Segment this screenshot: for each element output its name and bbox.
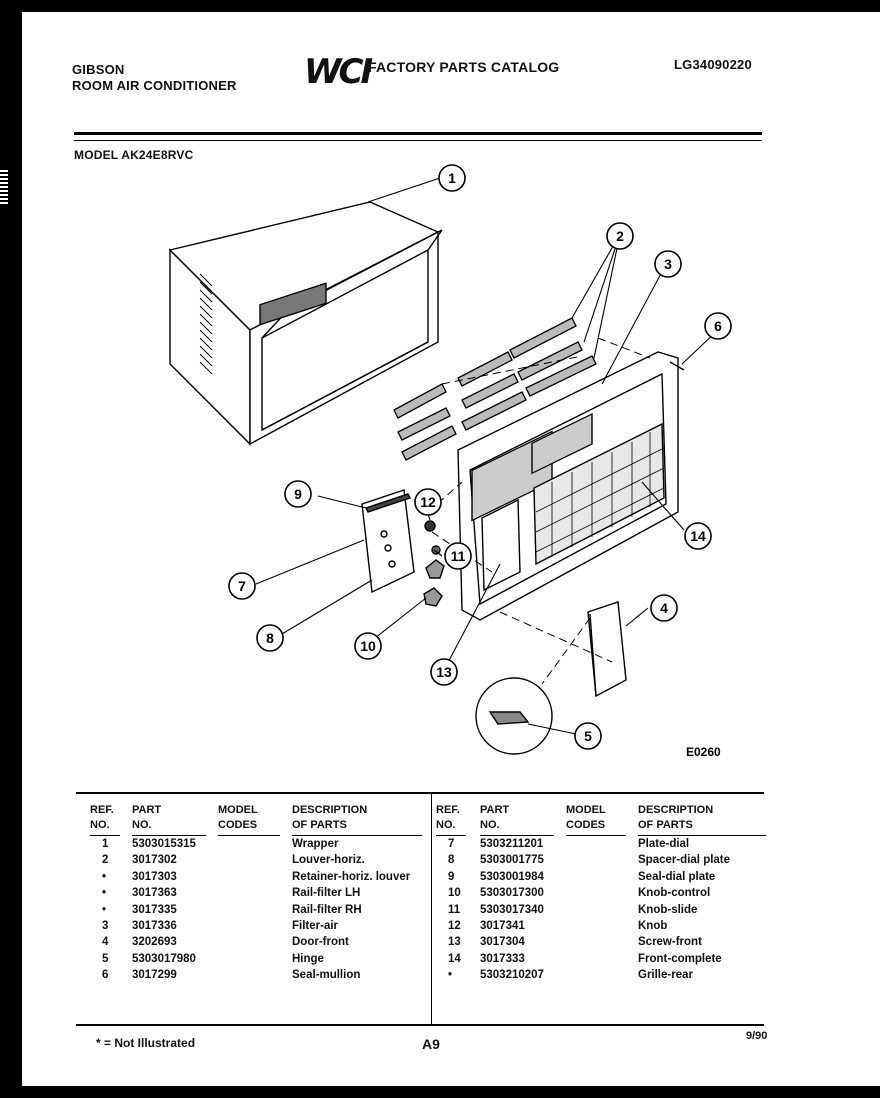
table-row: [434, 969, 784, 985]
parts-rows-left: [76, 838, 426, 986]
svg-text:1: 1: [448, 170, 456, 186]
description-cell: Door-front: [292, 936, 349, 949]
callout-14: [685, 523, 711, 549]
ref-cell: •: [102, 903, 107, 916]
model-number: MODEL AK24E8RVC: [74, 148, 194, 162]
svg-text:10: 10: [360, 638, 376, 654]
part-number-cell: 5303015315: [132, 838, 196, 850]
callout-12: [415, 489, 441, 515]
description-cell: Knob: [638, 919, 668, 932]
part-number-cell: 3017363: [132, 887, 177, 900]
diagram-id: E0260: [686, 745, 721, 759]
ref-cell: 14: [448, 952, 461, 965]
table-row: [434, 953, 784, 969]
part-number-cell: 5303001775: [480, 854, 544, 867]
ref-cell: 6: [102, 969, 109, 982]
svg-text:13: 13: [436, 664, 452, 680]
parts-list-table: [76, 792, 764, 1026]
header-ref: REF. NO.: [90, 804, 114, 831]
table-row: [76, 936, 426, 952]
table-row: [434, 838, 784, 854]
description-cell: Filter-air: [292, 919, 339, 932]
table-header: [434, 794, 784, 838]
svg-text:7: 7: [238, 578, 246, 594]
callout-2: [607, 223, 633, 249]
ref-cell: •: [102, 870, 107, 883]
page-number: A9: [422, 1036, 440, 1052]
description-cell: Plate-dial: [638, 838, 690, 850]
description-cell: Wrapper: [292, 838, 339, 850]
svg-text:4: 4: [660, 600, 668, 616]
callout-4: [651, 595, 677, 621]
table-row: [76, 854, 426, 870]
part-number-cell: 3017302: [132, 854, 177, 867]
svg-text:11: 11: [450, 548, 466, 564]
header-desc: DESCRIPTION OF PARTS: [292, 804, 368, 831]
callout-7: [229, 573, 255, 599]
callout-1: [439, 165, 465, 191]
header-codes: MODEL CODES: [566, 804, 606, 831]
table-row: [76, 920, 426, 936]
table-row: [434, 887, 784, 903]
callout-11: [445, 543, 471, 569]
description-cell: Seal-dial plate: [638, 870, 716, 883]
description-cell: Seal-mullion: [292, 969, 361, 982]
description-cell: Knob-slide: [638, 903, 698, 916]
ref-cell: 11: [448, 903, 461, 916]
ref-cell: 5: [102, 952, 109, 965]
table-header: [76, 794, 426, 838]
description-cell: Hinge: [292, 952, 324, 965]
table-row: [434, 904, 784, 920]
document-number: LG34090220: [674, 57, 752, 72]
parts-rows-right: [434, 838, 784, 986]
ref-cell: 13: [448, 936, 461, 949]
callout-9: [285, 481, 311, 507]
brand-name: GIBSON: [72, 62, 125, 77]
ref-cell: 3: [102, 919, 109, 932]
revision-date: 9/90: [746, 1030, 768, 1042]
ref-cell: 2: [102, 854, 109, 867]
part-number-cell: 3017303: [132, 870, 177, 883]
callout-6: [705, 313, 731, 339]
callout-8: [257, 625, 283, 651]
svg-text:14: 14: [690, 528, 706, 544]
ref-cell: 1: [102, 838, 109, 850]
table-row: [76, 838, 426, 854]
parts-column-right: [434, 794, 784, 986]
part-number-cell: 3017336: [132, 919, 177, 932]
exploded-diagram: [22, 12, 880, 792]
callout-13: [431, 659, 457, 685]
hinge-detail: [476, 678, 552, 754]
svg-text:12: 12: [420, 494, 436, 510]
svg-text:9: 9: [294, 486, 302, 502]
description-cell: Screw-front: [638, 936, 702, 949]
part-number-cell: 5303017980: [132, 952, 196, 965]
wci-logo: WCI: [304, 52, 371, 92]
table-column-divider: [431, 794, 432, 1024]
dial-plate: [362, 490, 414, 592]
table-row: [76, 871, 426, 887]
table-row: [434, 854, 784, 870]
table-row: [434, 920, 784, 936]
description-cell: Front-complete: [638, 952, 722, 965]
ref-cell: 8: [448, 854, 455, 867]
part-number-cell: 5303001984: [480, 870, 544, 883]
header-codes: MODEL CODES: [218, 804, 258, 831]
table-row: [76, 969, 426, 985]
ref-cell: 9: [448, 870, 455, 883]
header-desc: DESCRIPTION OF PARTS: [638, 804, 714, 831]
table-row: [76, 904, 426, 920]
svg-text:8: 8: [266, 630, 274, 646]
ref-cell: 10: [448, 887, 461, 900]
description-cell: Knob-control: [638, 887, 711, 900]
description-cell: Rail-filter LH: [292, 887, 361, 900]
table-row: [76, 953, 426, 969]
table-row: [434, 871, 784, 887]
ref-cell: •: [448, 969, 453, 982]
parts-column-left: [76, 794, 426, 986]
part-number-cell: 5303211201: [480, 838, 544, 850]
table-row: [434, 936, 784, 952]
description-cell: Grille-rear: [638, 969, 693, 982]
part-number-cell: 5303017340: [480, 903, 544, 916]
header-ref: REF. NO.: [436, 804, 460, 831]
scan-edge-mark: [0, 170, 8, 204]
description-cell: Louver-horiz.: [292, 854, 365, 867]
svg-text:5: 5: [584, 728, 592, 744]
table-row: [76, 887, 426, 903]
ref-cell: 7: [448, 838, 455, 850]
part-number-cell: 3017299: [132, 969, 177, 982]
part-number-cell: 3017335: [132, 903, 177, 916]
callout-3: [655, 251, 681, 277]
svg-text:2: 2: [616, 228, 624, 244]
catalog-title: FACTORY PARTS CATALOG: [368, 59, 560, 75]
product-name: ROOM AIR CONDITIONER: [72, 78, 237, 93]
not-illustrated-note: * = Not Illustrated: [96, 1036, 196, 1050]
header-part: PART NO.: [132, 804, 162, 831]
svg-text:3: 3: [664, 256, 672, 272]
front-door: [588, 602, 626, 696]
header-part: PART NO.: [480, 804, 510, 831]
catalog-page: [22, 12, 880, 1086]
description-cell: Retainer-horiz. louver: [292, 870, 411, 883]
part-number-cell: 3202693: [132, 936, 177, 949]
description-cell: Rail-filter RH: [292, 903, 362, 916]
part-number-cell: 5303210207: [480, 969, 544, 982]
ref-cell: 12: [448, 919, 461, 932]
part-number-cell: 5303017300: [480, 887, 544, 900]
callout-5: [575, 723, 601, 749]
part-number-cell: 3017304: [480, 936, 525, 949]
ref-cell: 4: [102, 936, 109, 949]
part-number-cell: 3017333: [480, 952, 525, 965]
callout-10: [355, 633, 381, 659]
part-number-cell: 3017341: [480, 919, 525, 932]
ref-cell: •: [102, 887, 107, 900]
svg-text:6: 6: [714, 318, 722, 334]
description-cell: Spacer-dial plate: [638, 854, 731, 867]
